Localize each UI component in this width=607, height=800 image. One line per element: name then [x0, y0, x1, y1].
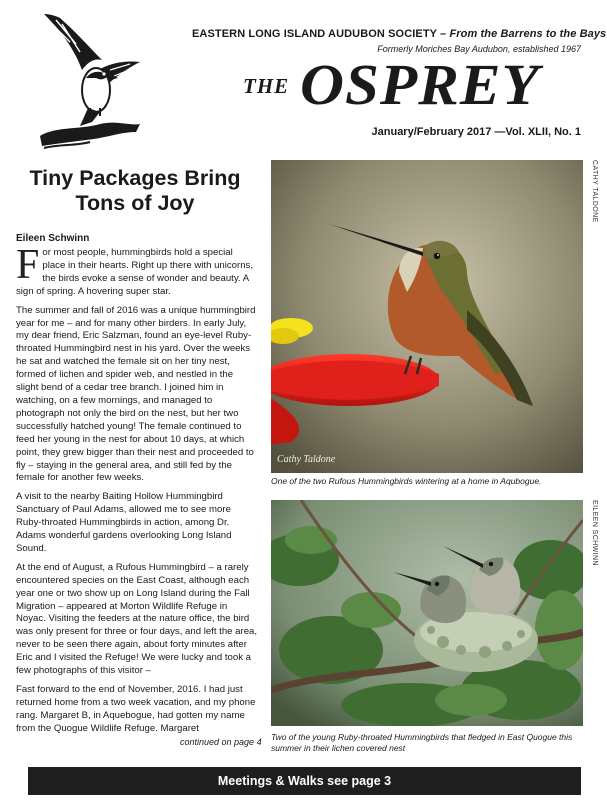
article-paragraph: At the end of August, a Rufous Hummingbird – a rarely encountered species on the East Coast, although each year one or two show up on Long Island during the Fall Migration – appeared at Morton Wildlife Refuge in Noyac. Visiting the feeders at the nature office, the bird was only present for three or four days, and left the area, never to be seen there again, about forty minutes after Eric and I visited the Refuge! We were lucky and took a few photographs of this visitor –: [16, 561, 258, 677]
article-author: Eileen Schwinn: [16, 233, 90, 244]
photo-caption: One of the two Rufous Hummingbirds wintering at a home in Aqubogue.: [271, 476, 542, 486]
article-headline: [16, 166, 254, 216]
society-name: EASTERN LONG ISLAND AUDUBON SOCIETY: [192, 28, 437, 40]
headline-line-2: Tons of Joy: [75, 191, 195, 215]
society-separator: –: [436, 28, 450, 40]
photo-caption: Two of the young Ruby-throated Hummingbirds that fledged in East Quogue this summer in their lichen covered nest: [271, 732, 573, 753]
article-paragraph: [16, 242, 258, 299]
continued-note: continued on page 4: [180, 737, 262, 747]
title-prefix: THE: [243, 74, 290, 98]
photo-signature: Cathy Taldone: [277, 454, 336, 465]
article-paragraph: Fast forward to the end of November, 2016. I had just returned home from a two week vacation, and my phone rang. Margaret B, in Aquebogue, had gotten my name from the Quogue Wildlife Refuge. Margaret: [16, 684, 256, 734]
issue-line: January/February 2017 —Vol. XLII, No. 1: [371, 126, 581, 138]
article-paragraph: The summer and fall of 2016 was a unique hummingbird year for me – and for many other birders. In early July, my dear friend, Eric Salzman, found an eye-level Ruby-throated Hummingbird nest in his yard. Over the weeks he sat and watched the female sit on her tiny nest, formed of lichen and spider web, and nestled in the slight bend of a cedar tree branch. I joined him in watching, on a few mornings, and managed to photograph not only the bird on the nest, but her two successfully hatched young! The female continued to feed her young in the nest for about 10 days, at which point, they grew bigger than their nest and proceeded to fly – staying in the general area, and still fed by the female for another few weeks.: [16, 304, 256, 484]
newsletter-title: OSPREY: [300, 52, 540, 117]
osprey-logo-icon: [30, 8, 152, 156]
photo-credit: EILEEN SCHWINN: [591, 500, 598, 566]
nest-photo: [271, 500, 583, 726]
society-name-line: [192, 28, 606, 40]
society-motto: From the Barrens to the Bays: [449, 28, 607, 40]
headline-line-1: Tiny Packages Bring: [29, 166, 241, 190]
article-body: [16, 242, 258, 742]
meetings-banner: Meetings & Walks see page 3: [28, 767, 581, 795]
paragraph-text: or most people, hummingbirds hold a special place in their hearts. Right up there with unicorns, the birds evoke a sense of wonder and beauty. A sign of spring. A hovering super star.: [16, 247, 254, 297]
article-paragraph: A visit to the nearby Baiting Hollow Hummingbird Sanctuary of Paul Adams, allowed me to see more Ruby-throated Hummingbirds in action, among Dr. Adams wonderful gardens overlooking Long Island Sound.: [16, 491, 232, 554]
photo-credit: CATHY TALDONE: [591, 160, 598, 223]
formerly-note: Formerly Moriches Bay Audubon, established 1967: [377, 44, 581, 54]
rufous-hummingbird-photo: [271, 160, 583, 473]
drop-cap: F: [16, 242, 40, 288]
